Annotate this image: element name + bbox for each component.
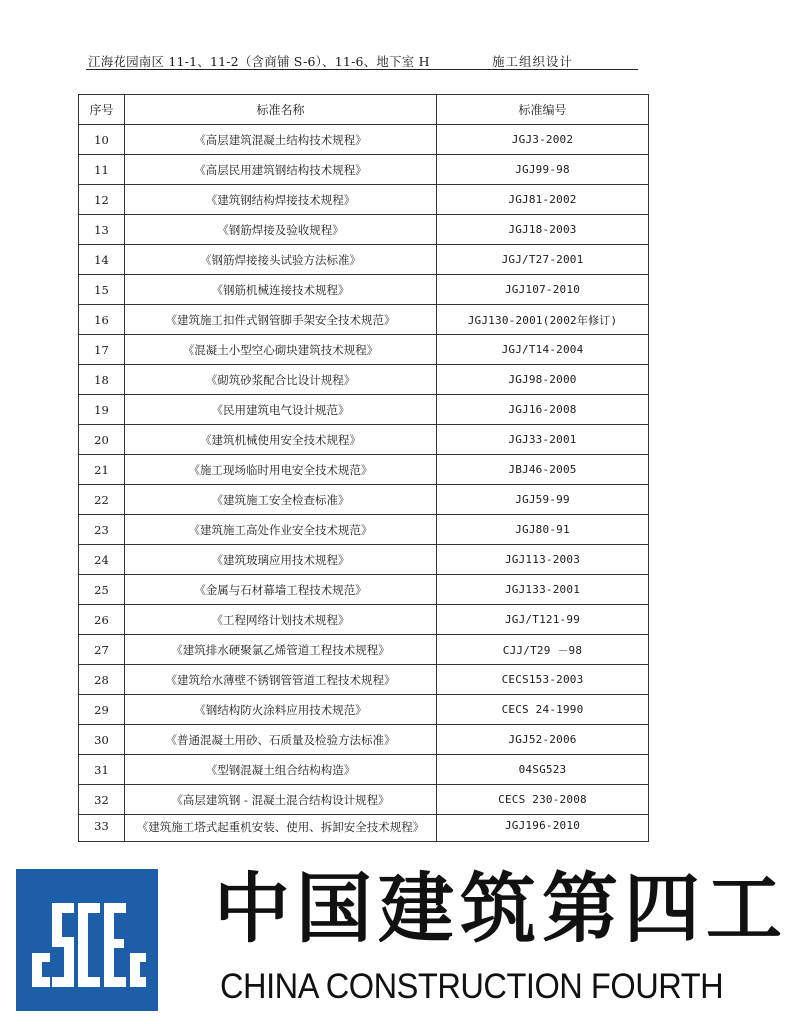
table-row — [79, 575, 649, 605]
row-number: 14 — [79, 245, 125, 275]
standard-code: JGJ113-2003 — [437, 545, 649, 575]
row-number: 19 — [79, 395, 125, 425]
company-name-cn: 中国建筑第四工 — [214, 864, 788, 953]
standard-code: JGJ80-91 — [437, 515, 649, 545]
standard-code: JGJ/T14-2004 — [437, 335, 649, 365]
standard-code: JGJ59-99 — [437, 485, 649, 515]
row-number: 28 — [79, 665, 125, 695]
table-row — [79, 185, 649, 215]
standard-name: 《建筑排水硬聚氯乙烯管道工程技术规程》 — [125, 635, 437, 665]
standard-code: JGJ/T121-99 — [437, 605, 649, 635]
row-number: 10 — [79, 125, 125, 155]
standard-name: 《砌筑砂浆配合比设计规程》 — [125, 365, 437, 395]
standard-name: 《金属与石材幕墙工程技术规范》 — [125, 575, 437, 605]
table-row — [79, 485, 649, 515]
row-number: 21 — [79, 455, 125, 485]
row-number: 12 — [79, 185, 125, 215]
row-number: 27 — [79, 635, 125, 665]
standards-table — [78, 94, 649, 842]
standard-code: CECS 24-1990 — [437, 695, 649, 725]
standard-name: 《型钢混凝土组合结构构造》 — [125, 755, 437, 785]
standard-code: JGJ107-2010 — [437, 275, 649, 305]
table-row — [79, 695, 649, 725]
row-number: 13 — [79, 215, 125, 245]
row-number: 30 — [79, 725, 125, 755]
table-row — [79, 215, 649, 245]
row-number: 24 — [79, 545, 125, 575]
row-number: 18 — [79, 365, 125, 395]
standard-code: JGJ52-2006 — [437, 725, 649, 755]
standard-name: 《建筑钢结构焊接技术规程》 — [125, 185, 437, 215]
standard-code: JGJ18-2003 — [437, 215, 649, 245]
row-number: 17 — [79, 335, 125, 365]
standard-code: JGJ196-2010 — [437, 815, 649, 842]
company-name-en: CHINA CONSTRUCTION FOURTH — [220, 967, 724, 1006]
cscec-logo — [16, 869, 158, 1011]
table-row — [79, 635, 649, 665]
standard-name: 《建筑给水薄壁不锈钢管管道工程技术规程》 — [125, 665, 437, 695]
standard-code: CECS153-2003 — [437, 665, 649, 695]
standard-name: 《高层民用建筑钢结构技术规程》 — [125, 155, 437, 185]
standard-code: JGJ/T27-2001 — [437, 245, 649, 275]
table-row — [79, 335, 649, 365]
table-header-row — [79, 95, 649, 125]
standard-code: JBJ46-2005 — [437, 455, 649, 485]
standard-name: 《建筑施工塔式起重机安装、使用、拆卸安全技术规程》 — [125, 815, 437, 842]
table-row — [79, 605, 649, 635]
standard-code: JGJ81-2002 — [437, 185, 649, 215]
row-number: 16 — [79, 305, 125, 335]
standard-code: JGJ3-2002 — [437, 125, 649, 155]
company-banner — [0, 845, 788, 1024]
row-number: 20 — [79, 425, 125, 455]
standard-name: 《高层建筑混凝土结构技术规程》 — [125, 125, 437, 155]
table-row — [79, 155, 649, 185]
row-number: 31 — [79, 755, 125, 785]
standard-name: 《建筑施工高处作业安全技术规范》 — [125, 515, 437, 545]
standard-name: 《混凝土小型空心砌块建筑技术规程》 — [125, 335, 437, 365]
standard-code: JGJ133-2001 — [437, 575, 649, 605]
standard-code: 04SG523 — [437, 755, 649, 785]
row-number: 29 — [79, 695, 125, 725]
row-number: 33 — [79, 815, 125, 842]
row-number: 32 — [79, 785, 125, 815]
table-row — [79, 455, 649, 485]
standard-code: JGJ33-2001 — [437, 425, 649, 455]
project-name: 江海花园南区 11-1、11-2（含商铺 S-6）、11-6、地下室 H — [88, 54, 430, 69]
table-row — [79, 305, 649, 335]
row-number: 25 — [79, 575, 125, 605]
column-header-code: 标准编号 — [437, 95, 649, 125]
standard-code: JGJ130-2001(2002年修订) — [437, 305, 649, 335]
standard-name: 《钢结构防火涂料应用技术规范》 — [125, 695, 437, 725]
standard-code: JGJ16-2008 — [437, 395, 649, 425]
standard-name: 《高层建筑钢 - 混凝土混合结构设计规程》 — [125, 785, 437, 815]
table-row — [79, 815, 649, 842]
table-row — [79, 665, 649, 695]
table-row — [79, 365, 649, 395]
table-row — [79, 515, 649, 545]
standard-name: 《建筑机械使用安全技术规程》 — [125, 425, 437, 455]
standard-name: 《工程网络计划技术规程》 — [125, 605, 437, 635]
cscec-logo-icon — [16, 869, 158, 1011]
table-row — [79, 755, 649, 785]
table-row — [79, 245, 649, 275]
document-title: 施工组织设计 — [492, 54, 574, 69]
table-row — [79, 275, 649, 305]
page-header — [86, 50, 638, 70]
standard-code: CECS 230-2008 — [437, 785, 649, 815]
column-header-no: 序号 — [79, 95, 125, 125]
row-number: 11 — [79, 155, 125, 185]
row-number: 15 — [79, 275, 125, 305]
standard-name: 《钢筋焊接及验收规程》 — [125, 215, 437, 245]
standard-name: 《建筑施工安全检查标准》 — [125, 485, 437, 515]
standard-name: 《普通混凝土用砂、石质量及检验方法标准》 — [125, 725, 437, 755]
standard-name: 《钢筋焊接接头试验方法标准》 — [125, 245, 437, 275]
standard-code: JGJ99-98 — [437, 155, 649, 185]
table-row — [79, 395, 649, 425]
standard-name: 《建筑施工扣件式钢管脚手架安全技术规范》 — [125, 305, 437, 335]
standard-code: CJJ/T29 －98 — [437, 635, 649, 665]
row-number: 26 — [79, 605, 125, 635]
table-row — [79, 125, 649, 155]
table-row — [79, 425, 649, 455]
standard-name: 《施工现场临时用电安全技术规范》 — [125, 455, 437, 485]
row-number: 22 — [79, 485, 125, 515]
column-header-name: 标准名称 — [125, 95, 437, 125]
table-row — [79, 725, 649, 755]
row-number: 23 — [79, 515, 125, 545]
standard-name: 《钢筋机械连接技术规程》 — [125, 275, 437, 305]
standard-code: JGJ98-2000 — [437, 365, 649, 395]
table-row — [79, 545, 649, 575]
table-row — [79, 785, 649, 815]
standard-name: 《民用建筑电气设计规范》 — [125, 395, 437, 425]
standard-name: 《建筑玻璃应用技术规程》 — [125, 545, 437, 575]
